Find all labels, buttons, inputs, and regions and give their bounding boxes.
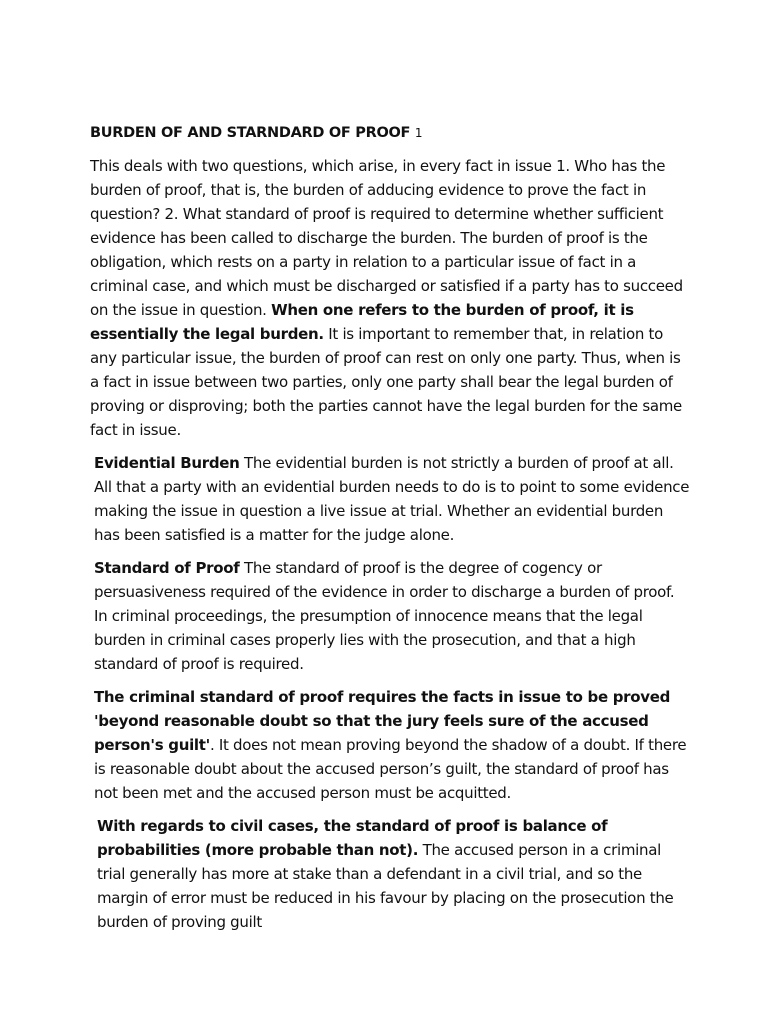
paragraph-criminal-standard xyxy=(90,685,690,805)
criminal-standard-bold: The criminal standard of proof requires the facts in issue to be proved 'beyond reasonable doubt so that the jury feels sure of the accused person's guilt' xyxy=(94,688,671,754)
document-body xyxy=(90,121,690,943)
paragraph-standard-of-proof xyxy=(90,556,690,676)
civil-standard-text: The accused person in a criminal trial generally has more at stake than a defendant in a civil trial, and so the margin of error must be reduced in his favour by placing on the prosecution the burden of proving guilt xyxy=(97,841,674,931)
criminal-standard-text: . It does not mean proving beyond the shadow of a doubt. If there is reasonable doubt about the accused person’s guilt, the standard of proof has not been met and the accused person must be acquitted. xyxy=(94,736,687,802)
civil-standard-bold: With regards to civil cases, the standard of proof is balance of probabilities (more probable than not). xyxy=(97,817,608,859)
document-heading xyxy=(90,121,690,145)
intro-bold-legal-burden: When one refers to the burden of proof, it is essentially the legal burden. xyxy=(90,301,634,343)
heading-title: BURDEN OF AND STARNDARD OF PROOF xyxy=(90,125,411,141)
paragraph-intro xyxy=(90,154,690,442)
intro-text-1: This deals with two questions, which arise, in every fact in issue 1. Who has the burden of proof, that is, the burden of adducing evidence to prove the fact in question? 2. What standard of proof is required to determine whether sufficient evidence has been called to discharge the burden. The burden of proof is the obligation, which rests on a party in relation to a particular issue of fact in a criminal case, and which must be discharged or satisfied if a party has to succeed on the issue in question. xyxy=(90,157,683,319)
standard-of-proof-label: Standard of Proof xyxy=(94,559,240,577)
paragraph-evidential-burden xyxy=(90,451,690,547)
paragraph-civil-standard xyxy=(90,814,690,934)
evidential-burden-text: The evidential burden is not strictly a burden of proof at all. All that a party with an evidential burden needs to do is to point to some evidence making the issue in question a live issue at trial. Whether an evidential burden has been satisfied is a matter for the judge alone. xyxy=(94,454,690,544)
standard-of-proof-text: The standard of proof is the degree of cogency or persuasiveness required of the evidence in order to discharge a burden of proof. In criminal proceedings, the presumption of innocence means that the legal burden in criminal cases properly lies with the prosecution, and that a high standard of proof is required. xyxy=(94,559,675,673)
evidential-burden-label: Evidential Burden xyxy=(94,454,240,472)
heading-footnote-marker: 1 xyxy=(414,126,423,140)
intro-text-2: It is important to remember that, in relation to any particular issue, the burden of proof can rest on only one party. Thus, when is a fact in issue between two parties, only one party shall bear the legal burden of proving or disproving; both the parties cannot have the legal burden for the same fact in issue. xyxy=(90,325,682,439)
